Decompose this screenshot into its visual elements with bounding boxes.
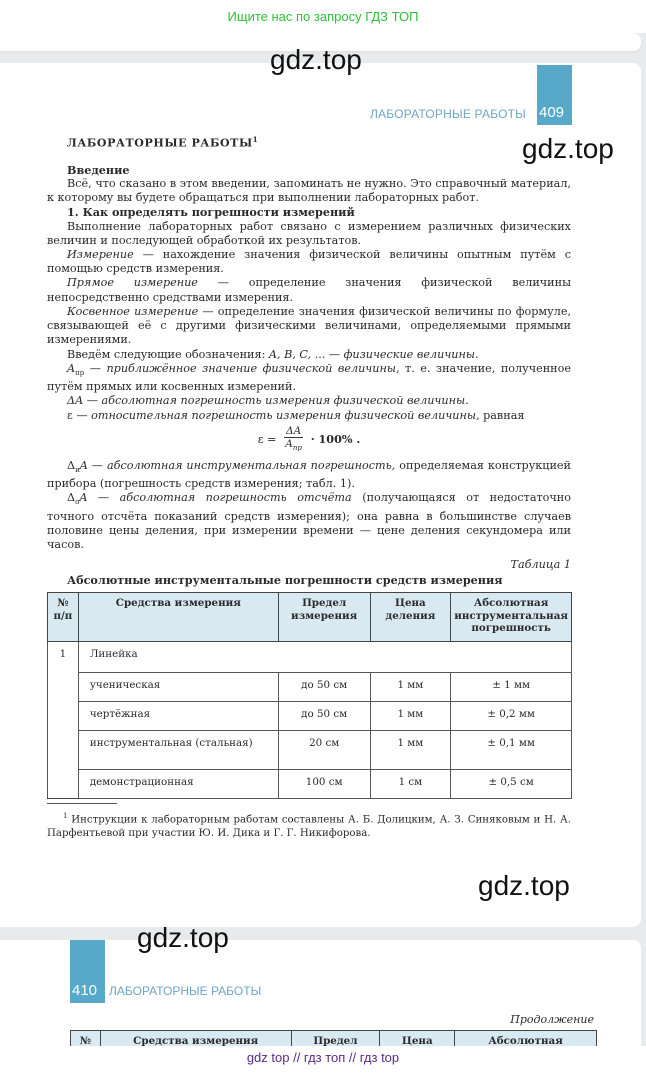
col-header-number: № — [71, 1031, 101, 1047]
page-title: ЛАБОРАТОРНЫЕ РАБОТЫ$^1$ — [67, 135, 259, 150]
cell-limit: 20 см — [278, 731, 370, 770]
table-row — [48, 731, 572, 770]
footer-watermark: gdz top // гдз топ // гдз top — [0, 1046, 646, 1076]
instrument-error-table — [47, 592, 572, 799]
page-number: 409 — [539, 104, 565, 121]
page-number-tab — [537, 65, 572, 125]
notation-intro: Введём следующие обозначения: A, B, C, ... — физические величины. — [67, 347, 479, 361]
paragraph: Выполнение лабораторных работ связано с измерением различных физических величин и последующей обработкой их результатов. — [47, 219, 571, 247]
cell-error: ± 0,5 см — [451, 770, 572, 799]
watermark: gdz.top — [478, 870, 570, 901]
search-banner: Ищите нас по запросу ГДЗ ТОП — [0, 0, 646, 33]
section-heading: 1. Как определять погрешности измерений — [67, 205, 355, 220]
notation-reading: $\Delta_оA$ — абсолютная погрешность отсчёта (получающаяся от недостаточно точного отсчёта показаний средств измерения); она равна в большинстве случаев половине цены деления, при измерении времени — цене деления секундомера или часов. — [47, 491, 571, 552]
col-header-instrument: Средства измерения — [100, 1031, 291, 1047]
cell-error: ± 0,1 мм — [451, 731, 572, 770]
notation-instrumental: $\Delta_иA$ — абсолютная инструментальная погрешность, определяемая конструкцией прибора (погрешность средств измерения; табл. 1). — [47, 458, 572, 491]
definition-direct: Прямое измерение — определение значения физической величины непосредственно средствами измерения. — [47, 276, 571, 304]
cell-instrument: инструментальная (стальная) — [78, 731, 278, 770]
cell-division: 1 см — [370, 770, 451, 799]
row-number: 1 — [48, 642, 79, 799]
notation-absolute: ΔA — абсолютная погрешность измерения физической величины. — [67, 394, 469, 408]
watermark: gdz.top — [522, 133, 614, 164]
cell-error: ± 0,2 мм — [451, 702, 572, 731]
page-number: 410 — [72, 982, 98, 999]
cell-division: 1 мм — [370, 702, 451, 731]
cell-instrument: демонстрационная — [78, 770, 278, 799]
col-header-number: № п/п — [48, 593, 79, 642]
intro-paragraph: Всё, что сказано в этом введении, запоминать не нужно. Это справочный материал, к которому вы будете обращаться при выполнении лабораторных работ. — [47, 177, 571, 205]
table-row — [48, 770, 572, 799]
footnote: $^1$ Инструкции к лабораторным работам составлены А. Б. Долицким, А. З. Синяковым и Н. А. Парфентьевой при участии Ю. И. Дика и Г. Г. Никифорова. — [47, 812, 571, 839]
relative-error-formula: ε = $\frac{\Delta A}{A_{пр}}$ · 100% . — [257, 424, 361, 452]
col-header-division: Цена деления — [370, 593, 451, 642]
cell-limit: 100 см — [278, 770, 370, 799]
page-content — [47, 133, 571, 587]
intro-heading: Введение — [67, 162, 130, 177]
definition-indirect: Косвенное измерение — определение значения физической величины по формуле, связывающей её с другими физическими величинами, определяемыми прямыми измерениями. — [47, 304, 572, 347]
col-header-limit: Предел — [291, 1031, 380, 1047]
definition-measurement: Измерение — нахождение значения физической величины опытным путём с помощью средств измерения. — [47, 248, 571, 276]
col-header-instrument: Средства измерения — [78, 593, 278, 642]
running-head: ЛАБОРАТОРНЫЕ РАБОТЫ — [109, 984, 262, 998]
table-continuation-label: Продолжение — [510, 1013, 594, 1026]
cell-error: ± 1 мм — [451, 673, 572, 702]
cell-instrument: ученическая — [78, 673, 278, 702]
cell-limit: до 50 см — [278, 702, 370, 731]
watermark: gdz.top — [270, 44, 362, 75]
cell-division: 1 мм — [370, 731, 451, 770]
col-header-error: Абсолютная — [455, 1031, 597, 1047]
notation-relative: ε — относительная погрешность измерения физической величины, равная — [67, 408, 525, 422]
footnote-divider — [47, 803, 117, 804]
running-head: ЛАБОРАТОРНЫЕ РАБОТЫ — [369, 107, 526, 121]
group-name: Линейка — [78, 642, 571, 673]
table-group-row — [48, 642, 572, 673]
table-row — [48, 673, 572, 702]
table-row — [48, 702, 572, 731]
col-header-division: Цена — [380, 1031, 455, 1047]
col-header-limit: Предел измерения — [278, 593, 370, 642]
notation-approx: $A_{пр}$ — приближённое значение физической величины, т. е. значение, полученное путём прямых или косвенных измерений. — [47, 361, 571, 394]
cell-instrument: чертёжная — [78, 702, 278, 731]
instrument-error-table-continued — [70, 1030, 597, 1046]
page-409-card — [0, 63, 641, 927]
cell-limit: до 50 см — [278, 673, 370, 702]
col-header-error: Абсолютная инструментальная погрешность — [451, 593, 572, 642]
cell-division: 1 мм — [370, 673, 451, 702]
table-title: Абсолютные инструментальные погрешности средств измерения — [67, 572, 503, 587]
watermark: gdz.top — [137, 922, 229, 953]
table-caption: Таблица 1 — [510, 558, 571, 572]
page-number-tab — [70, 940, 105, 1003]
page-410-card — [0, 940, 641, 1046]
